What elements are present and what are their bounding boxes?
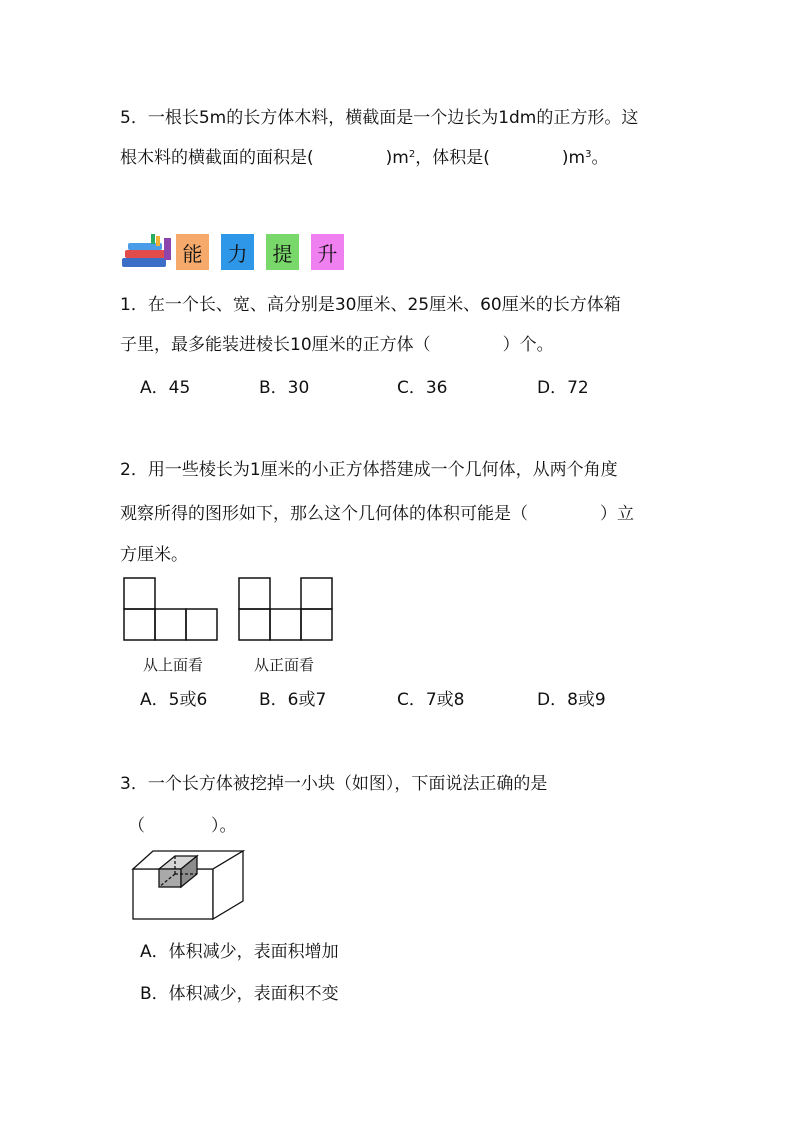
- q3-line2-a: （: [128, 816, 145, 836]
- q1-option-c[interactable]: C．36: [397, 378, 448, 398]
- banner-tile-3-char: 提: [272, 241, 293, 266]
- q1-line2-a: 子里，最多能装进棱长10厘米的正方体（: [120, 335, 431, 355]
- front-view-figure: [238, 577, 338, 643]
- q2-line2: [120, 502, 634, 526]
- q2-line2-b: ）立: [600, 504, 634, 524]
- q3-line1: 3．一个长方体被挖掉一小块（如图），下面说法正确的是: [120, 774, 548, 794]
- q3-option-b[interactable]: B．体积减少，表面积不变: [140, 984, 339, 1004]
- q3-line2: [128, 814, 237, 838]
- q5-sup-2: 2: [408, 149, 416, 160]
- q1-option-d[interactable]: D．72: [537, 378, 589, 398]
- q2-option-b[interactable]: B．6或7: [259, 690, 327, 710]
- q2-option-a[interactable]: A．5或6: [140, 690, 208, 710]
- q1-option-a[interactable]: A．45: [140, 378, 191, 398]
- q2-option-c[interactable]: C．7或8: [397, 690, 465, 710]
- caption-top-view: 从上面看: [143, 656, 204, 674]
- q2-option-d[interactable]: D．8或9: [537, 690, 606, 710]
- banner-tile-4-char: 升: [317, 241, 338, 266]
- q2-line1: 2．用一些棱长为1厘米的小正方体搭建成一个几何体，从两个角度: [120, 460, 618, 480]
- q5-line1: 5．一根长5m的长方体木料，横截面是一个边长为1dm的正方形。这: [120, 108, 639, 128]
- q5-line2: [120, 146, 608, 170]
- q5-line2-a: 根木料的横截面的面积是(: [120, 148, 314, 168]
- q5-line2-d: )m: [561, 148, 586, 168]
- q5-line2-e: 。: [591, 148, 609, 168]
- q3-line2-b: ）。: [211, 816, 237, 836]
- q1-line1: 1．在一个长、宽、高分别是30厘米、25厘米、60厘米的长方体箱: [120, 295, 621, 315]
- q5-line2-c: ，体积是(: [415, 148, 490, 168]
- banner-tile-1-char: 能: [182, 241, 203, 266]
- q1-line2: [120, 333, 554, 357]
- q5-line2-b: )m: [385, 148, 409, 168]
- cuboid-figure: [132, 850, 252, 922]
- banner-tile-2-char: 力: [227, 241, 248, 266]
- top-view-figure: [123, 577, 223, 643]
- q5-sup-3: 3: [585, 149, 592, 160]
- banner-tile-1: [176, 234, 209, 270]
- q2-line2-a: 观察所得的图形如下，那么这个几何体的体积可能是（: [120, 504, 528, 524]
- books-icon: [120, 234, 174, 270]
- q1-option-b[interactable]: B．30: [259, 378, 310, 398]
- banner-tile-3: [266, 234, 299, 270]
- caption-front-view: 从正面看: [254, 656, 315, 674]
- q2-line3: 方厘米。: [120, 545, 188, 565]
- banner-tile-4: [311, 234, 344, 270]
- q1-line2-b: ）个。: [502, 335, 554, 355]
- q3-option-a[interactable]: A．体积减少，表面积增加: [140, 942, 339, 962]
- banner-tile-2: [221, 234, 254, 270]
